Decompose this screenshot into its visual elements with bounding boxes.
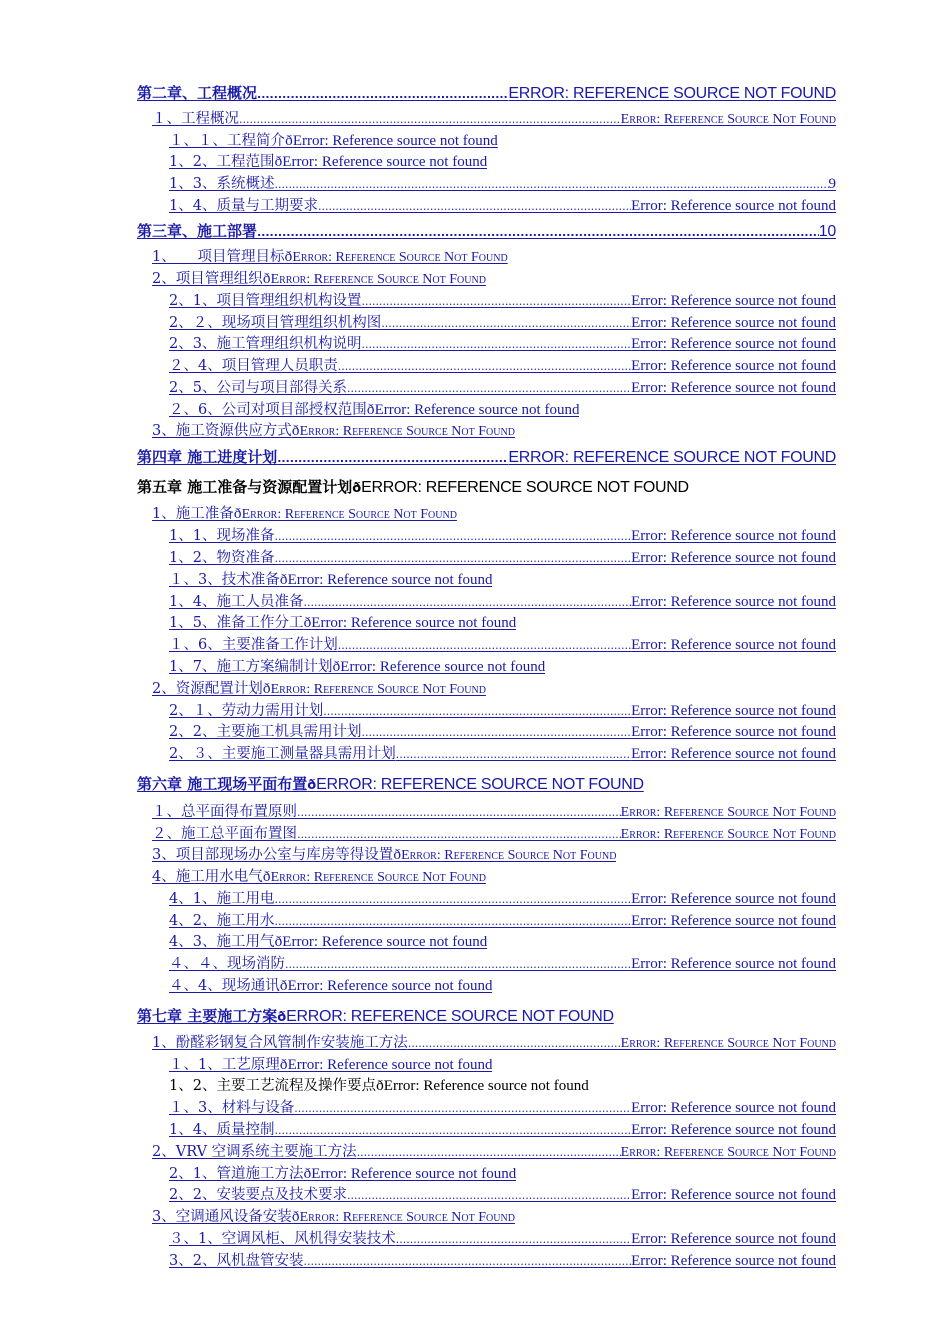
toc-entry-title: 1、4、质量控制	[169, 1122, 275, 1138]
toc-entry[interactable]	[169, 570, 492, 591]
field-marker: ð	[285, 134, 293, 149]
toc-entry-page: Error: Reference source not found	[287, 1057, 493, 1073]
toc-entry-title: ４、4、现场通讯	[169, 978, 280, 994]
toc-entry[interactable]	[137, 477, 689, 498]
toc-entry[interactable]	[169, 613, 516, 634]
toc-entry-page: Error: Reference source not found	[631, 1122, 836, 1138]
toc-leader-dots	[239, 109, 621, 130]
toc-entry-title: ２、6、公司对项目部授权范围	[169, 402, 367, 418]
field-marker: ð	[279, 979, 288, 994]
toc-entry-page: Error: Reference source not found	[631, 198, 836, 214]
toc-leader-dots	[318, 196, 631, 217]
toc-entry-page: Error: Reference source not found	[631, 703, 836, 719]
toc-entry[interactable]	[152, 1142, 836, 1163]
toc-entry-page: ERROR: REFERENCE SOURCE NOT FOUND	[286, 1008, 614, 1025]
toc-entry-page: Error: Reference source not found	[631, 746, 836, 762]
toc-entry[interactable]	[169, 911, 836, 932]
toc-entry-title: 第七章 主要施工方案	[137, 1007, 278, 1025]
toc-entry[interactable]	[169, 334, 836, 355]
toc-entry[interactable]	[169, 701, 836, 722]
toc-entry-page: Error: Reference Source Not Found	[620, 805, 836, 820]
toc-entry-title: 1、4、质量与工期要求	[169, 198, 318, 214]
toc-entry[interactable]	[169, 954, 836, 975]
toc-entry-title: ２、施工总平面布置图	[152, 826, 297, 842]
toc-leader-dots	[257, 83, 508, 104]
toc-entry-page: Error: Reference source not found	[631, 594, 836, 610]
toc-entry[interactable]	[137, 1006, 614, 1027]
toc-leader-dots	[257, 221, 819, 242]
toc-entry-page: Error: Reference Source Not Found	[620, 827, 836, 842]
field-marker: ð	[274, 155, 283, 170]
toc-entry-page: Error: Reference source not found	[287, 978, 493, 994]
toc-leader-dots	[408, 1033, 621, 1054]
toc-entry-page: ERROR: REFERENCE SOURCE NOT FOUND	[508, 85, 836, 102]
field-marker: ð	[262, 682, 271, 697]
toc-entry-page: Error: Reference source not found	[292, 133, 498, 149]
toc-entry-title: 1、2、物资准备	[169, 550, 275, 566]
field-marker: ð	[291, 1210, 300, 1225]
toc-entry-title: １、3、技术准备	[169, 572, 280, 588]
toc-entry-page: Error: Reference source not found	[631, 637, 836, 653]
toc-entry-title: 2、项目管理组织	[152, 271, 263, 287]
toc-entry-title: 3、2、风机盘管安装	[169, 1253, 304, 1269]
toc-leader-dots	[381, 313, 631, 334]
toc-entry-title: 4、3、施工用气	[169, 934, 275, 950]
toc-entry-title: 4、1、施工用电	[169, 891, 275, 907]
toc-entry[interactable]	[169, 635, 836, 656]
toc-leader-dots	[277, 447, 508, 468]
field-marker: ð	[284, 250, 293, 265]
toc-entry-page: Error: Reference Source Not Found	[270, 272, 486, 287]
toc-entry-page: Error: Reference source not found	[631, 913, 836, 929]
toc-entry-page: 9	[828, 176, 836, 192]
toc-entry-page: Error: Reference source not found	[631, 336, 836, 352]
toc-entry-title: 1、酚醛彩钢复合风管制作安装施工方法	[152, 1035, 408, 1051]
toc-leader-dots	[361, 291, 631, 312]
toc-entry-title: 1、4、施工人员准备	[169, 594, 304, 610]
toc-entry-page: Error: Reference Source Not Found	[620, 1145, 836, 1160]
toc-entry-title: １、总平面得布置原则	[152, 804, 297, 820]
toc-entry-page: Error: Reference source not found	[631, 1100, 836, 1116]
toc-entry[interactable]	[169, 196, 836, 217]
field-marker: ð	[352, 481, 362, 496]
toc-entry[interactable]	[169, 889, 836, 910]
toc-entry-title: 2、2、安装要点及技术要求	[169, 1187, 347, 1203]
toc-leader-dots	[297, 802, 621, 823]
field-marker: ð	[303, 616, 312, 631]
toc-entry-title: 2、VRV 空调系统主要施工方法	[152, 1144, 357, 1160]
toc-entry[interactable]	[169, 1076, 589, 1097]
toc-entry-page: Error: Reference Source Not Found	[401, 848, 617, 863]
toc-entry[interactable]	[169, 356, 836, 377]
toc-leader-dots	[274, 526, 631, 547]
toc-leader-dots	[396, 744, 631, 765]
field-marker: ð	[332, 660, 341, 675]
toc-leader-dots	[297, 824, 621, 845]
toc-entry-page: 10	[818, 223, 836, 240]
field-marker: ð	[366, 403, 375, 418]
toc-entry[interactable]	[169, 1098, 836, 1119]
toc-entry-page: Error: Reference source not found	[383, 1078, 589, 1094]
toc-leader-dots	[274, 889, 631, 910]
toc-leader-dots	[357, 1142, 621, 1163]
toc-entry-page: Error: Reference source not found	[631, 293, 836, 309]
toc-entry-page: Error: Reference source not found	[282, 154, 488, 170]
toc-entry-title: 2、5、公司与项目部得关系	[169, 380, 347, 396]
field-marker: ð	[393, 848, 402, 863]
toc-entry-page: Error: Reference source not found	[631, 891, 836, 907]
toc-entry-title: 3、施工资源供应方式	[152, 423, 292, 439]
toc-entry-title: 2、1、项目管理组织机构设置	[169, 293, 362, 309]
toc-leader-dots	[274, 174, 828, 195]
toc-entry-title: 2、２、现场项目管理组织机构图	[169, 315, 382, 331]
toc-entry-title: 第五章 施工准备与资源配置计划	[137, 478, 353, 496]
toc-entry[interactable]	[169, 976, 492, 997]
toc-entry[interactable]	[169, 722, 836, 743]
field-marker: ð	[274, 935, 283, 950]
toc-leader-dots	[274, 548, 631, 569]
toc-entry[interactable]	[137, 447, 836, 468]
toc-entry-title: 1、7、施工方案编制计划	[169, 659, 333, 675]
field-marker: ð	[277, 1010, 287, 1025]
toc-entry-title: １、6、主要准备工作计划	[169, 637, 338, 653]
field-marker: ð	[262, 272, 271, 287]
toc-entry-page: Error: Reference source not found	[631, 956, 836, 972]
toc-entry-title: 1、1、现场准备	[169, 528, 275, 544]
field-marker: ð	[262, 870, 271, 885]
toc-entry[interactable]	[169, 744, 836, 765]
toc-entry-page: ERROR: REFERENCE SOURCE NOT FOUND	[508, 449, 836, 466]
field-marker: ð	[233, 507, 242, 522]
toc-entry-title: 3、空调通风设备安装	[152, 1209, 292, 1225]
toc-entry-title: ４、４、现场消防	[169, 956, 285, 972]
toc-entry[interactable]	[137, 83, 836, 104]
toc-entry[interactable]	[169, 526, 836, 547]
toc-entry-page: Error: Reference source not found	[311, 1166, 517, 1182]
toc-entry-title: 2、１、劳动力需用计划	[169, 703, 324, 719]
toc-entry-page: ERROR: REFERENCE SOURCE NOT FOUND	[361, 479, 689, 496]
toc-entry[interactable]	[169, 1120, 836, 1141]
toc-entry-title: １、工程概况	[152, 111, 239, 127]
toc-entry-page: Error: Reference Source Not Found	[270, 870, 486, 885]
toc-entry[interactable]	[169, 1164, 516, 1185]
toc-entry-title: 第三章、施工部署	[137, 222, 258, 240]
toc-entry[interactable]	[152, 1207, 515, 1228]
toc-leader-dots	[303, 592, 631, 613]
toc-entry[interactable]	[169, 1055, 492, 1076]
toc-entry[interactable]	[152, 845, 616, 866]
toc-entry[interactable]	[137, 221, 836, 242]
toc-entry-title: 第六章 施工现场平面布置	[137, 775, 308, 793]
toc-entry-title: 2、3、施工管理组织机构说明	[169, 336, 362, 352]
toc-entry-page: Error: Reference source not found	[631, 1253, 836, 1269]
toc-entry-page: Error: Reference source not found	[631, 724, 836, 740]
toc-entry-title: １、１、工程简介	[169, 133, 285, 149]
toc-entry-title: 3、项目部现场办公室与库房等得设置	[152, 847, 394, 863]
toc-entry-title: １、1、工艺原理	[169, 1057, 280, 1073]
toc-entry-title: 4、施工用水电气	[152, 869, 263, 885]
toc-leader-dots	[323, 701, 631, 722]
toc-entry-page: Error: Reference source not found	[631, 550, 836, 566]
field-marker: ð	[375, 1079, 384, 1094]
toc-entry-title: 1、2、主要工艺流程及操作要点	[169, 1078, 376, 1094]
toc-entry-title: １、3、材料与设备	[169, 1100, 295, 1116]
toc-entry[interactable]	[152, 421, 515, 442]
toc-entry[interactable]	[152, 824, 836, 845]
toc-entry-page: Error: Reference source not found	[631, 315, 836, 331]
toc-entry[interactable]	[169, 1229, 836, 1250]
toc-entry-page: Error: Reference Source Not Found	[292, 250, 508, 265]
toc-leader-dots	[396, 1229, 631, 1250]
toc-leader-dots	[294, 1098, 631, 1119]
toc-entry-page: Error: Reference Source Not Found	[299, 424, 515, 439]
toc-entry-title: 2、2、主要施工机具需用计划	[169, 724, 362, 740]
toc-entry[interactable]	[152, 867, 486, 888]
toc-leader-dots	[338, 356, 631, 377]
toc-entry-title: ２、4、项目管理人员职责	[169, 358, 338, 374]
toc-entry[interactable]	[169, 313, 836, 334]
toc-leader-dots	[347, 378, 631, 399]
toc-entry[interactable]	[152, 1033, 836, 1054]
toc-entry-page: Error: Reference source not found	[631, 1231, 836, 1247]
toc-entry-page: Error: Reference source not found	[282, 934, 488, 950]
toc-entry[interactable]	[169, 400, 579, 421]
toc-entry[interactable]	[169, 1185, 836, 1206]
toc-entry-title: 1、2、工程范围	[169, 154, 275, 170]
toc-leader-dots	[285, 954, 631, 975]
toc-entry[interactable]	[152, 269, 486, 290]
toc-entry-title: 2、资源配置计划	[152, 681, 263, 697]
toc-entry[interactable]	[137, 774, 644, 795]
toc-entry-title: 4、2、施工用水	[169, 913, 275, 929]
toc-entry-page: Error: Reference Source Not Found	[241, 507, 457, 522]
toc-entry-title: 第二章、工程概况	[137, 84, 258, 102]
toc-entry[interactable]	[169, 592, 836, 613]
toc-entry-page: Error: Reference source not found	[340, 659, 546, 675]
toc-entry[interactable]	[152, 802, 836, 823]
toc-leader-dots	[361, 334, 631, 355]
toc-leader-dots	[274, 1120, 631, 1141]
toc-entry-page: Error: Reference source not found	[631, 380, 836, 396]
toc-entry-page: Error: Reference source not found	[287, 572, 493, 588]
toc-leader-dots	[361, 722, 631, 743]
toc-entry-title: 2、1、管道施工方法	[169, 1166, 304, 1182]
field-marker: ð	[303, 1167, 312, 1182]
toc-entry[interactable]	[169, 932, 487, 953]
toc-entry[interactable]	[169, 548, 836, 569]
field-marker: ð	[279, 573, 288, 588]
toc-entry-page: Error: Reference source not found	[631, 528, 836, 544]
toc-entry-page: Error: Reference Source Not Found	[270, 682, 486, 697]
toc-entry-title: 1、施工准备	[152, 506, 234, 522]
toc-entry-page: Error: Reference source not found	[311, 615, 517, 631]
toc-entry-page: Error: Reference Source Not Found	[620, 112, 836, 127]
toc-entry[interactable]	[169, 1251, 836, 1272]
field-marker: ð	[279, 1058, 288, 1073]
toc-entry-title: 1、3、系统概述	[169, 176, 275, 192]
toc-entry[interactable]	[169, 174, 836, 195]
toc-entry[interactable]	[152, 679, 486, 700]
toc-entry-title: 第四章 施工进度计划	[137, 448, 278, 466]
toc-entry[interactable]	[169, 152, 487, 173]
toc-entry[interactable]	[152, 504, 457, 525]
toc-entry-page: Error: Reference source not found	[631, 1187, 836, 1203]
toc-leader-dots	[274, 911, 631, 932]
toc-entry-page: Error: Reference Source Not Found	[620, 1036, 836, 1051]
toc-entry-page: ERROR: REFERENCE SOURCE NOT FOUND	[316, 776, 644, 793]
toc-entry-page: Error: Reference source not found	[631, 358, 836, 374]
toc-entry[interactable]	[169, 657, 545, 678]
toc-leader-dots	[347, 1185, 631, 1206]
toc-entry-page: Error: Reference Source Not Found	[299, 1210, 515, 1225]
field-marker: ð	[307, 778, 317, 793]
field-marker: ð	[291, 424, 300, 439]
toc-leader-dots	[303, 1251, 631, 1272]
toc-entry[interactable]	[152, 109, 836, 130]
toc-entry-page: Error: Reference source not found	[374, 402, 580, 418]
toc-entry-title: 2、３、主要施工测量器具需用计划	[169, 746, 396, 762]
toc-entry[interactable]	[169, 131, 498, 152]
toc-entry[interactable]	[169, 378, 836, 399]
toc-entry-title: 1、5、准备工作分工	[169, 615, 304, 631]
toc-entry-title: 1、 项目管理目标	[152, 249, 285, 265]
toc-entry[interactable]	[152, 247, 508, 268]
toc-entry-title: ３、1、空调风柜、风机得安装技术	[169, 1231, 396, 1247]
toc-entry[interactable]	[169, 291, 836, 312]
toc-leader-dots	[338, 635, 631, 656]
